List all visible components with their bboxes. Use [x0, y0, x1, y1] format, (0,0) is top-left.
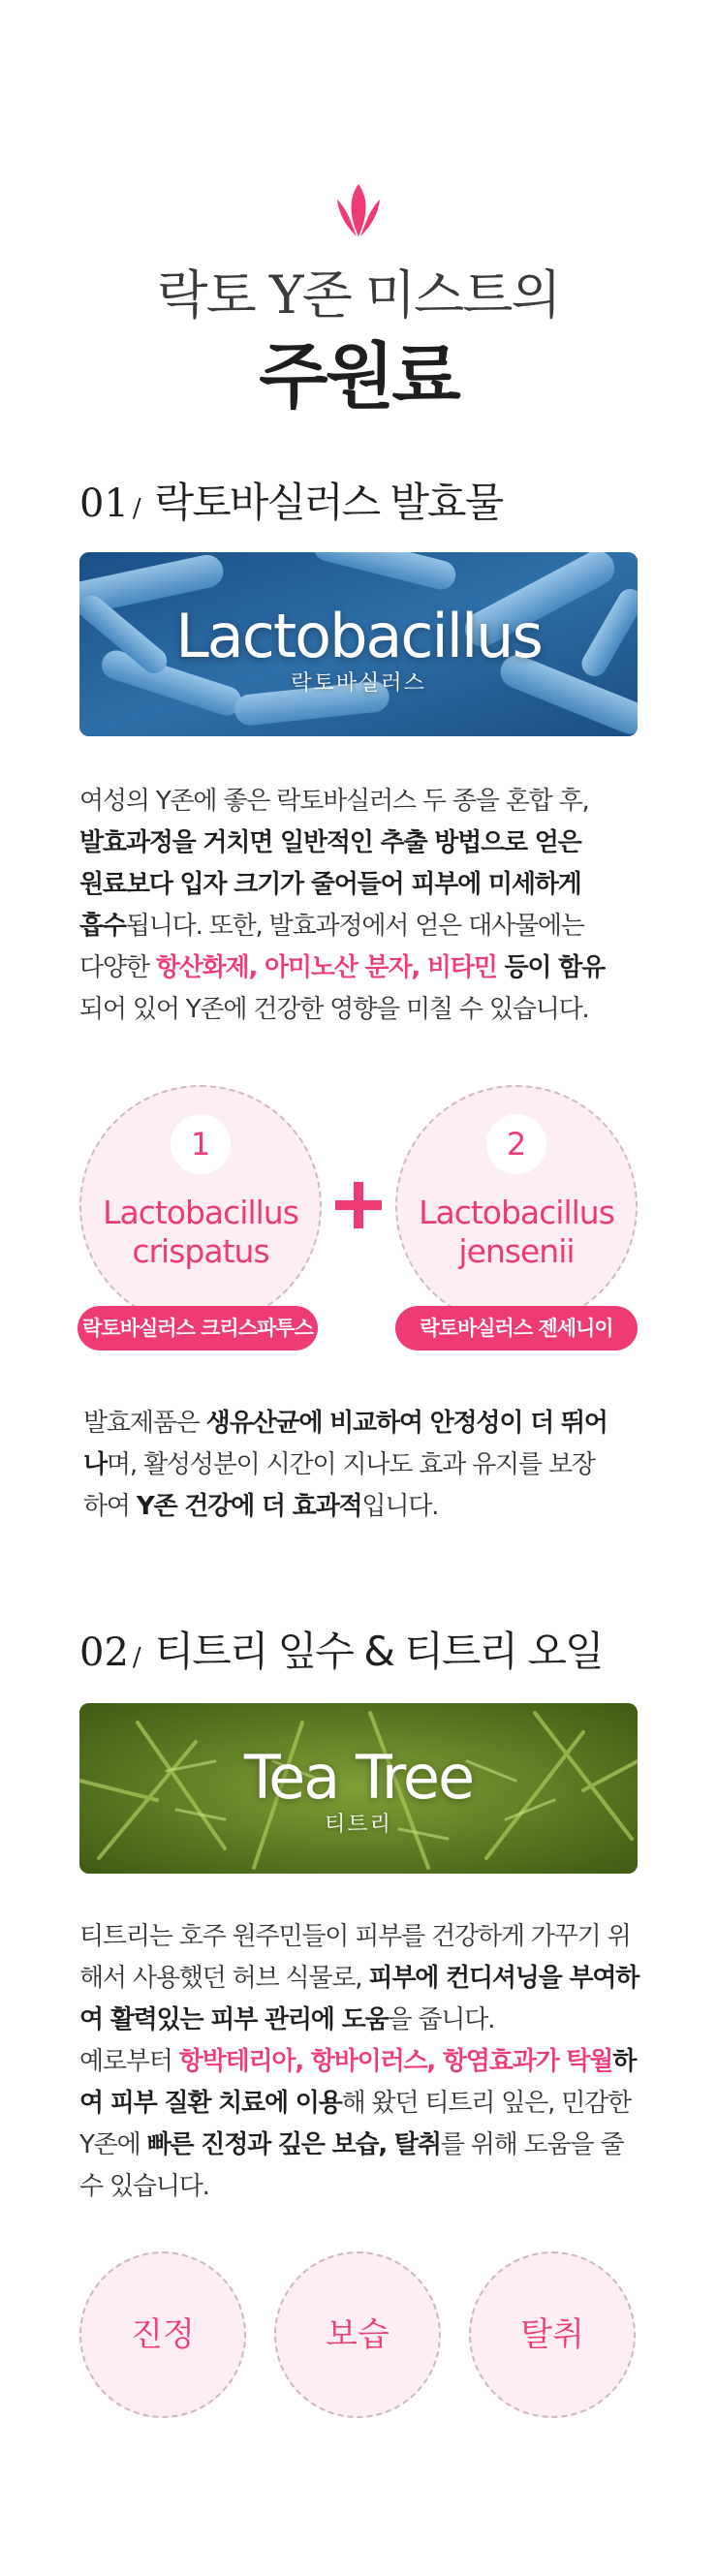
text-run: 됩니다. 또한, 발효과정에서 얻은 대사물에는 — [125, 912, 584, 941]
strain-circle-jensenii — [395, 1085, 638, 1327]
section2-title: 티트리 잎수 & 티트리 오일 — [154, 1628, 603, 1675]
text-run: 되어 있어 Y존에 건강한 영향을 미칠 수 있습니다. — [79, 995, 589, 1024]
tea-tree-description — [79, 1916, 651, 2208]
paragraph-line — [79, 1958, 651, 2000]
bold-text: 빠른 진정과 깊은 보습, 탈취 — [146, 2130, 441, 2159]
lactobacillus-description — [79, 781, 651, 1031]
paragraph-line — [79, 989, 651, 1031]
section1-title: 락토바실러스 발효물 — [154, 479, 503, 526]
page-title-line2: 주원료 — [259, 335, 458, 419]
paragraph-line — [79, 2125, 651, 2166]
text-run: 발효제품은 — [83, 1409, 206, 1438]
tea-tree-banner — [79, 1703, 638, 1874]
plus-icon — [333, 1180, 384, 1230]
paragraph-line — [79, 2041, 651, 2083]
strain-name-line1: Lactobacillus — [103, 1194, 298, 1231]
paragraph-line — [83, 1444, 655, 1486]
page-title-line1: 락토 Y존 미스트의 — [157, 264, 560, 326]
section1-number: 01 — [79, 481, 129, 526]
bold-text: 생유산균에 비교하여 안정성이 더 뛰어 — [205, 1409, 608, 1438]
section2-number: 02 — [79, 1630, 129, 1675]
bold-text: 등이 함유 — [496, 953, 606, 982]
section2-heading — [79, 1620, 603, 1678]
bold-text: 여 활력있는 피부 관리에 도움 — [79, 2005, 389, 2034]
text-run: 해서 사용했던 허브 식물로, — [79, 1964, 369, 1993]
paragraph-line — [79, 947, 651, 989]
bold-text: 하 — [612, 2047, 637, 2076]
effect-circle-moisturizing: 보습 — [274, 2251, 441, 2418]
strain-label-crispatus: 락토바실러스 크리스파투스 — [78, 1306, 318, 1350]
text-run: Y존에 — [79, 2130, 147, 2159]
section1-slash: / — [132, 494, 141, 523]
paragraph-line — [83, 1486, 655, 1528]
strain-number: 2 — [486, 1114, 546, 1174]
bold-text: 원료보다 입자 크기가 줄어들어 피부에 미세하게 — [79, 870, 581, 899]
banner-title: Lactobacillus — [175, 601, 542, 671]
text-run: 하여 — [83, 1492, 137, 1521]
paragraph-line — [79, 1916, 651, 1958]
strain-name — [81, 1194, 320, 1271]
strain-name-line2: crispatus — [132, 1232, 269, 1270]
strain-name-line1: Lactobacillus — [419, 1194, 614, 1231]
bold-text: 흡수 — [79, 912, 126, 941]
paragraph-line — [83, 1403, 655, 1444]
text-run: 해 왔던 티트리 잎은, 민감한 — [341, 2089, 631, 2118]
section1-heading — [79, 471, 502, 529]
lactobacillus-banner — [79, 552, 638, 736]
highlight-text: 항박테리아, 항바이러스, 항염효과가 탁월 — [178, 2047, 613, 2076]
text-run: 티트리는 호주 원주민들이 피부를 건강하게 가꾸기 위 — [79, 1922, 631, 1951]
text-run: 를 위해 도움을 줄 — [440, 2130, 624, 2159]
effect-circle-deodorizing: 탈취 — [469, 2251, 636, 2418]
section2-slash: / — [132, 1643, 141, 1672]
effect-circle-soothing: 진정 — [79, 2251, 246, 2418]
strain-circle-crispatus — [79, 1085, 322, 1327]
banner-title: Tea Tree — [243, 1742, 474, 1813]
text-run: 예로부터 — [79, 2047, 179, 2076]
text-run: 다양한 — [79, 953, 156, 982]
text-run: 을 줍니다. — [388, 2005, 495, 2034]
paragraph-line — [79, 864, 651, 906]
banner-subtitle: 락토바실러스 — [291, 671, 426, 696]
text-run: 입니다. — [361, 1492, 439, 1521]
paragraph-line — [79, 2000, 651, 2041]
strain-label-jensenii: 락토바실러스 젠세니이 — [395, 1306, 638, 1350]
text-run: 수 있습니다. — [79, 2172, 209, 2201]
bold-text: 피부에 컨디셔닝을 부여하 — [368, 1964, 639, 1993]
leaf-logo-icon — [329, 182, 388, 242]
paragraph-line — [79, 906, 651, 947]
bold-text: 발효과정을 거치면 일반적인 추출 방법으로 얻은 — [79, 828, 581, 857]
text-run: 며, 활성성분이 시간이 지나도 효과 유지를 보장 — [106, 1450, 595, 1479]
banner-subtitle: 티트리 — [325, 1813, 392, 1837]
highlight-text: 항산화제, 아미노산 분자, 비타민 — [155, 953, 497, 982]
bold-text: 여 피부 질환 치료에 이용 — [79, 2089, 342, 2118]
bold-text: Y존 건강에 더 효과적 — [136, 1492, 362, 1521]
strain-number: 1 — [171, 1114, 231, 1174]
paragraph-line — [79, 2083, 651, 2125]
fermentation-note — [83, 1403, 655, 1528]
paragraph-line — [79, 781, 651, 822]
paragraph-line — [79, 2166, 651, 2208]
text-run: 여성의 Y존에 좋은 락토바실러스 두 종을 혼합 후, — [79, 787, 589, 816]
paragraph-line — [79, 822, 651, 864]
strain-name-line2: jensenii — [458, 1232, 575, 1270]
strain-name — [397, 1194, 636, 1271]
bold-text: 나 — [83, 1450, 107, 1479]
